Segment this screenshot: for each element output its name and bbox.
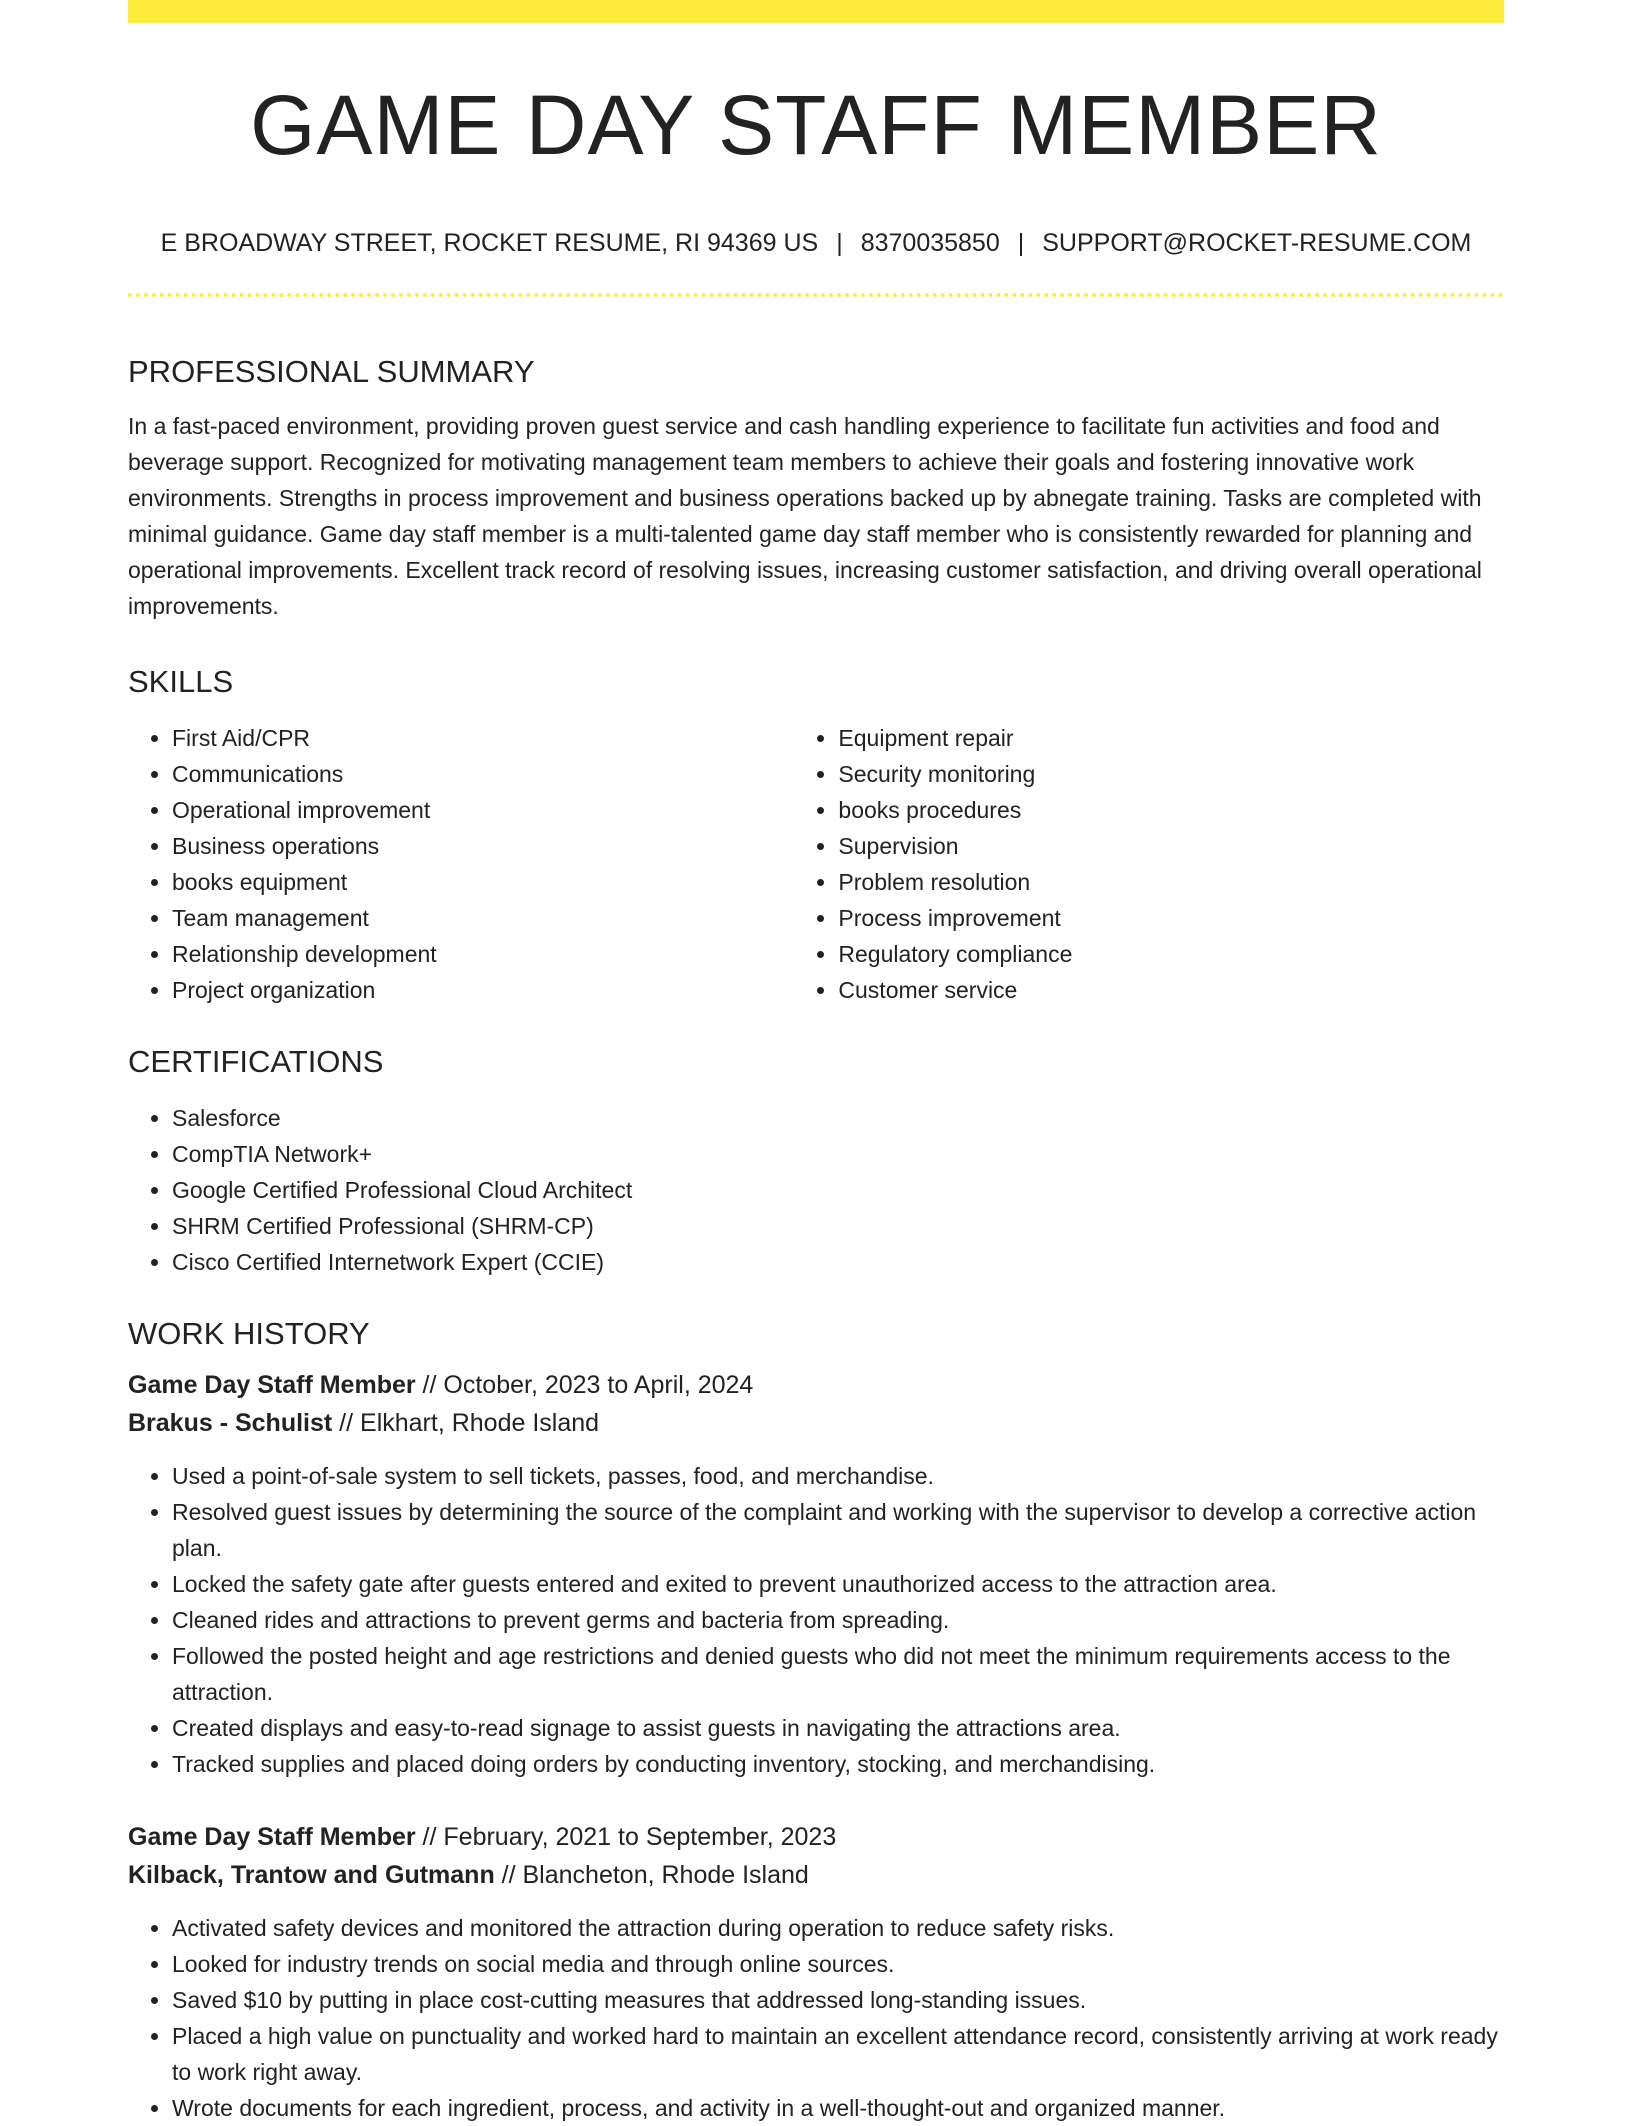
contact-separator: |	[836, 229, 843, 257]
job-bullet: • Cleaned rides and attractions to prevent germs and bacteria from spreading.	[172, 1602, 1504, 1638]
certifications-section	[128, 1046, 1504, 1280]
job-dates: // October, 2023 to April, 2024	[415, 1371, 754, 1399]
contact-phone: 8370035850	[860, 229, 1000, 257]
job-company-line	[128, 1856, 1504, 1894]
job-bullet: • Resolved guest issues by determining the source of the complaint and working with the supervisor to develop a corrective action plan.	[172, 1494, 1504, 1566]
skill-item: • Relationship development	[172, 936, 794, 972]
skills-columns	[128, 720, 1504, 1008]
section-title-summary: PROFESSIONAL SUMMARY	[128, 354, 535, 389]
job-company: Brakus - Schulist	[128, 1409, 333, 1437]
job-location: // Elkhart, Rhode Island	[332, 1409, 600, 1437]
skills-section	[128, 666, 1504, 1008]
job-bullet: • Followed the posted height and age restrictions and denied guests who did not meet the minimum requirements access to the attraction.	[172, 1638, 1504, 1710]
job-bullet: • Created displays and easy-to-read signage to assist guests in navigating the attractions area.	[172, 1710, 1504, 1746]
job-company-line	[128, 1404, 1504, 1442]
skill-item: • Supervision	[838, 828, 1504, 864]
top-accent-bar	[128, 0, 1504, 23]
contact-address: E BROADWAY STREET, ROCKET RESUME, RI 94369 US	[160, 229, 819, 257]
summary-section	[128, 356, 1504, 624]
job-bullet: • Tracked supplies and placed doing orders by conducting inventory, stocking, and merchandising.	[172, 1746, 1504, 1782]
job-company: Kilback, Trantow and Gutmann	[128, 1861, 495, 1889]
skills-list-left	[128, 720, 794, 1008]
job-bullet: • Locked the safety gate after guests entered and exited to prevent unauthorized access to the attraction area.	[172, 1566, 1504, 1602]
skill-item: • Operational improvement	[172, 792, 794, 828]
job-role: Game Day Staff Member	[128, 1371, 416, 1399]
skill-item: • Team management	[172, 900, 794, 936]
skill-item: • books equipment	[172, 864, 794, 900]
skill-item: • Project organization	[172, 972, 794, 1008]
resume-name: GAME DAY STAFF MEMBER	[250, 78, 1382, 172]
skill-item: • Customer service	[838, 972, 1504, 1008]
certification-item: • Google Certified Professional Cloud Architect	[172, 1172, 1504, 1208]
job-bullet: • Activated safety devices and monitored the attraction during operation to reduce safety risks.	[172, 1910, 1504, 1946]
resume-page	[128, 0, 1504, 2121]
job-bullet: • Saved $10 by putting in place cost-cutting measures that addressed long-standing issues.	[172, 1982, 1504, 2018]
certification-item: • Salesforce	[172, 1100, 1504, 1136]
summary-text: In a fast-paced environment, providing proven guest service and cash handling experience to facilitate fun activities and food and beverage support. Recognized for motivating management team members to achieve their goals and fostering innovative work environments. Strengths in process improvement and business operations backed up by abnegate training. Tasks are completed with minimal guidance. Game day staff member is a multi-talented game day staff member who is consistently rewarded for planning and operational improvements. Excellent track record of resolving issues, increasing customer satisfaction, and driving overall operational improvements.	[128, 413, 1482, 619]
contact-line	[128, 231, 1504, 256]
certification-item: • Cisco Certified Internetwork Expert (CCIE)	[172, 1244, 1504, 1280]
dotted-divider	[128, 293, 1504, 297]
certification-item: • CompTIA Network+	[172, 1136, 1504, 1172]
job-bullet: • Used a point-of-sale system to sell tickets, passes, food, and merchandise.	[172, 1458, 1504, 1494]
job-title-line	[128, 1366, 1504, 1404]
skill-item: • Equipment repair	[838, 720, 1504, 756]
job-entry	[128, 1366, 1504, 1782]
job-bullet: • Looked for industry trends on social media and through online sources.	[172, 1946, 1504, 1982]
job-title-line	[128, 1818, 1504, 1856]
skill-item: • First Aid/CPR	[172, 720, 794, 756]
section-title-certifications: CERTIFICATIONS	[128, 1044, 384, 1079]
contact-email: SUPPORT@ROCKET-RESUME.COM	[1042, 229, 1472, 257]
job-bullets	[128, 1458, 1504, 1782]
job-dates: // February, 2021 to September, 2023	[415, 1823, 837, 1851]
job-bullet: • Placed a high value on punctuality and worked hard to maintain an excellent attendance record, consistently arriving at work ready to work right away.	[172, 2018, 1504, 2090]
skill-item: • Problem resolution	[838, 864, 1504, 900]
job-bullet: • Wrote documents for each ingredient, process, and activity in a well-thought-out and organized manner.	[172, 2090, 1504, 2126]
section-title-skills: SKILLS	[128, 664, 234, 699]
work-history-section	[128, 1318, 1504, 2126]
skill-item: • Process improvement	[838, 900, 1504, 936]
skill-item: • Communications	[172, 756, 794, 792]
skills-list-right	[794, 720, 1504, 1008]
job-bullets	[128, 1910, 1504, 2126]
job-entry	[128, 1818, 1504, 2126]
skill-item: • Security monitoring	[838, 756, 1504, 792]
contact-separator: |	[1017, 229, 1025, 257]
job-location: // Blancheton, Rhode Island	[494, 1861, 809, 1889]
skill-item: • books procedures	[838, 792, 1504, 828]
job-role: Game Day Staff Member	[128, 1823, 416, 1851]
section-title-work-history: WORK HISTORY	[128, 1316, 370, 1351]
certification-item: • SHRM Certified Professional (SHRM-CP)	[172, 1208, 1504, 1244]
skill-item: • Regulatory compliance	[838, 936, 1504, 972]
skill-item: • Business operations	[172, 828, 794, 864]
certifications-list	[128, 1100, 1504, 1280]
